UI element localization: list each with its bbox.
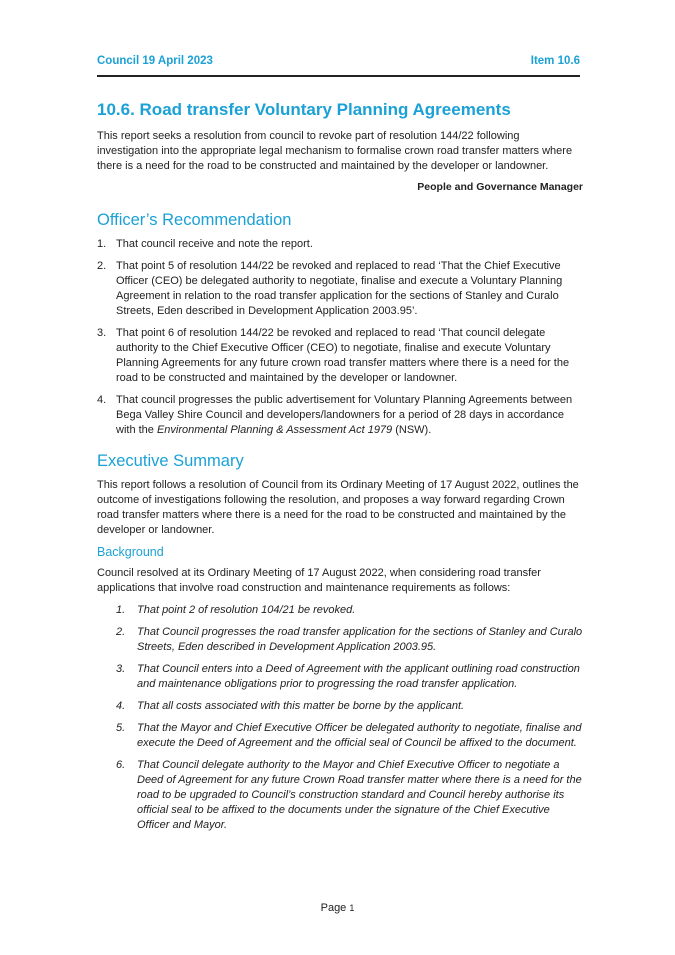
resolution-item — [97, 625, 583, 655]
list-number: 5. — [116, 722, 126, 734]
list-number: 1. — [97, 238, 107, 250]
meeting-date: Council 19 April 2023 — [97, 55, 213, 67]
list-number: 2. — [97, 260, 107, 272]
recommendation-item — [97, 326, 583, 386]
list-text: That the Mayor and Chief Executive Officer be delegated authority to negotiate, finalise and execute the Deed of Agreement and the official seal of Council be affixed to the document. — [137, 722, 582, 749]
recommendation-item — [97, 259, 583, 319]
background-heading: Background — [97, 545, 164, 559]
recommendation-heading: Officer’s Recommendation — [97, 211, 292, 229]
list-number: 4. — [116, 700, 126, 712]
report-title: 10.6. Road transfer Voluntary Planning Agreements — [97, 100, 511, 119]
executive-summary-text: This report follows a resolution of Council from its Ordinary Meeting of 17 August 2022, outlines the outcome of investigations following the resolution, and proposes a way forward regarding Crown road transfer matters where there is a need for the road to be constructed and maintained by the developer or landowner. — [97, 479, 579, 536]
report-intro: This report seeks a resolution from council to revoke part of resolution 144/22 following investigation into the appropriate legal mechanism to formalise crown road transfer matters where there is a need for the road to be constructed and maintained by the developer or landowner. — [97, 130, 573, 172]
list-text: That Council delegate authority to the Mayor and Chief Executive Officer to negotiate a Deed of Agreement for any future Crown Road transfer matter where there is a need for the road to be upgraded to Council’s construction standard and Council hereby authorise its official seal to be affixed to the documents under the signature of the Chief Executive Officer and Mayor. — [137, 759, 582, 831]
list-text: That point 5 of resolution 144/22 be revoked and replaced to read ‘That the Chief Executive Officer (CEO) be delegated authority to negotiate, finalise and execute a Voluntary Planning Agreement in relation to the road transfer application for the sections of Stanley and Curalo Streets, Eden described in Development Application 2003.95’. — [116, 260, 563, 317]
resolution-item — [97, 699, 583, 714]
act-title: Environmental Planning & Assessment Act 1979 — [156, 424, 393, 436]
resolution-item — [97, 603, 583, 618]
report-author: People and Governance Manager — [417, 181, 583, 193]
list-text: That point 6 of resolution 144/22 be revoked and replaced to read ‘That council delegate authority to the Chief Executive Officer (CEO) to negotiate, finalise and execute Voluntary Planning Agreements for any future crown road transfer matters where there is a need for the road to be constructed and maintained by the developer or landowner. — [116, 327, 570, 384]
executive-summary-heading: Executive Summary — [97, 452, 244, 470]
page-header — [97, 55, 580, 77]
resolution-list — [97, 603, 583, 833]
list-number: 1. — [116, 604, 126, 616]
list-text-end: (NSW). — [392, 424, 432, 436]
recommendation-item — [97, 237, 583, 252]
list-number: 4. — [97, 394, 107, 406]
page-label: Page — [320, 902, 347, 914]
list-text: That council receive and note the report. — [116, 238, 313, 250]
resolution-item — [97, 721, 583, 751]
list-number: 6. — [116, 759, 126, 771]
report-content — [97, 99, 583, 840]
item-number: Item 10.6 — [530, 55, 580, 67]
recommendation-item — [97, 393, 583, 438]
list-text: That council progresses the public advertisement for Voluntary Planning Agreements between Bega Valley Shire Council and developers/landowners for a period of 28 days in accordance with the — [116, 394, 573, 436]
resolution-item — [97, 662, 583, 692]
list-text: That Council progresses the road transfer application for the sections of Stanley and Curalo Streets, Eden described in Development Application 2003.95. — [137, 626, 583, 653]
page-footer — [0, 902, 675, 914]
list-text: That point 2 of resolution 104/21 be revoked. — [137, 604, 356, 616]
list-text: That all costs associated with this matter be borne by the applicant. — [137, 700, 465, 712]
resolution-item — [97, 758, 583, 833]
background-intro: Council resolved at its Ordinary Meeting of 17 August 2022, when considering road transfer applications that involve road construction and maintenance requirements as follows: — [97, 567, 541, 594]
list-number: 3. — [97, 327, 107, 339]
recommendation-list — [97, 237, 583, 438]
page-number: 1 — [349, 903, 355, 913]
list-text: That Council enters into a Deed of Agreement with the applicant outlining road construction and maintenance obligations prior to progressing the road transfer application. — [137, 663, 580, 690]
list-number: 3. — [116, 663, 126, 675]
list-number: 2. — [116, 626, 126, 638]
